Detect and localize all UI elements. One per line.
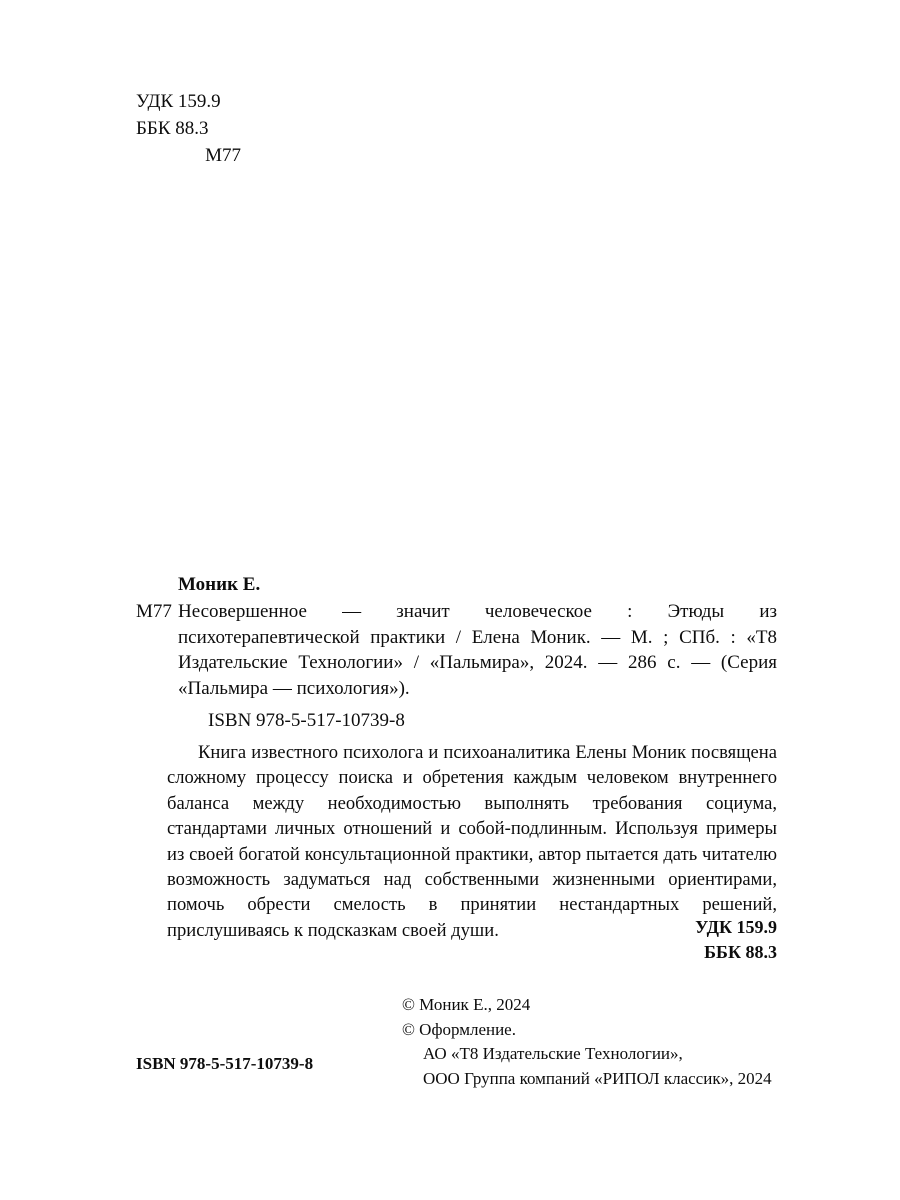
author-code: М77 bbox=[205, 145, 241, 166]
isbn-inline: ISBN 978-5-517-10739-8 bbox=[208, 710, 405, 732]
copyright-publisher-t8: АО «Т8 Издательские Технологии», bbox=[423, 1044, 683, 1064]
classification-block bbox=[136, 88, 241, 169]
bibliographic-description-text: Несовершенное — значит человеческое : Этюды из психотерапевтической практики / Елена Моник. — М. ; СПб. : «Т8 Издательские Технологии» / «Пальмира», 2024. — 286 с. — (Серия «Пальмира — психология»). bbox=[178, 601, 777, 699]
copyright-publisher-ripol: ООО Группа компаний «РИПОЛ классик», 2024 bbox=[423, 1068, 772, 1088]
bbk-code: ББК 88.3 bbox=[136, 118, 209, 139]
author-heading: Моник Е. bbox=[178, 574, 261, 595]
bbk-code-repeat: ББК 88.3 bbox=[704, 942, 777, 962]
copyright-author: © Моник Е., 2024 bbox=[402, 995, 531, 1014]
classification-repeat-block bbox=[695, 915, 777, 965]
annotation-paragraph: Книга известного психолога и психоаналитика Елены Моник посвящена сложному процессу поиска и обретения каждым человеком внутреннего баланса между необходимостью выполнять требования социума, стандартами личных отношений и собой-подлинным. Используя примеры из своей богатой консультационной практики, автор пытается дать читателю возможность задуматься над собственными жизненными ориентирами, помочь обрести смелость в принятии нестандартных решений, прислушиваясь к подсказкам своей души. bbox=[167, 742, 777, 941]
bibliographic-entry-code: М77 bbox=[136, 601, 172, 622]
udk-code: УДК 159.9 bbox=[136, 91, 221, 112]
udk-code-repeat: УДК 159.9 bbox=[695, 917, 777, 937]
bibliographic-description bbox=[136, 599, 777, 701]
isbn-footer: ISBN 978-5-517-10739-8 bbox=[136, 1054, 314, 1073]
bibliographic-record bbox=[136, 572, 777, 734]
copyright-design: © Оформление. bbox=[402, 1019, 516, 1039]
copyright-block bbox=[402, 993, 772, 1091]
